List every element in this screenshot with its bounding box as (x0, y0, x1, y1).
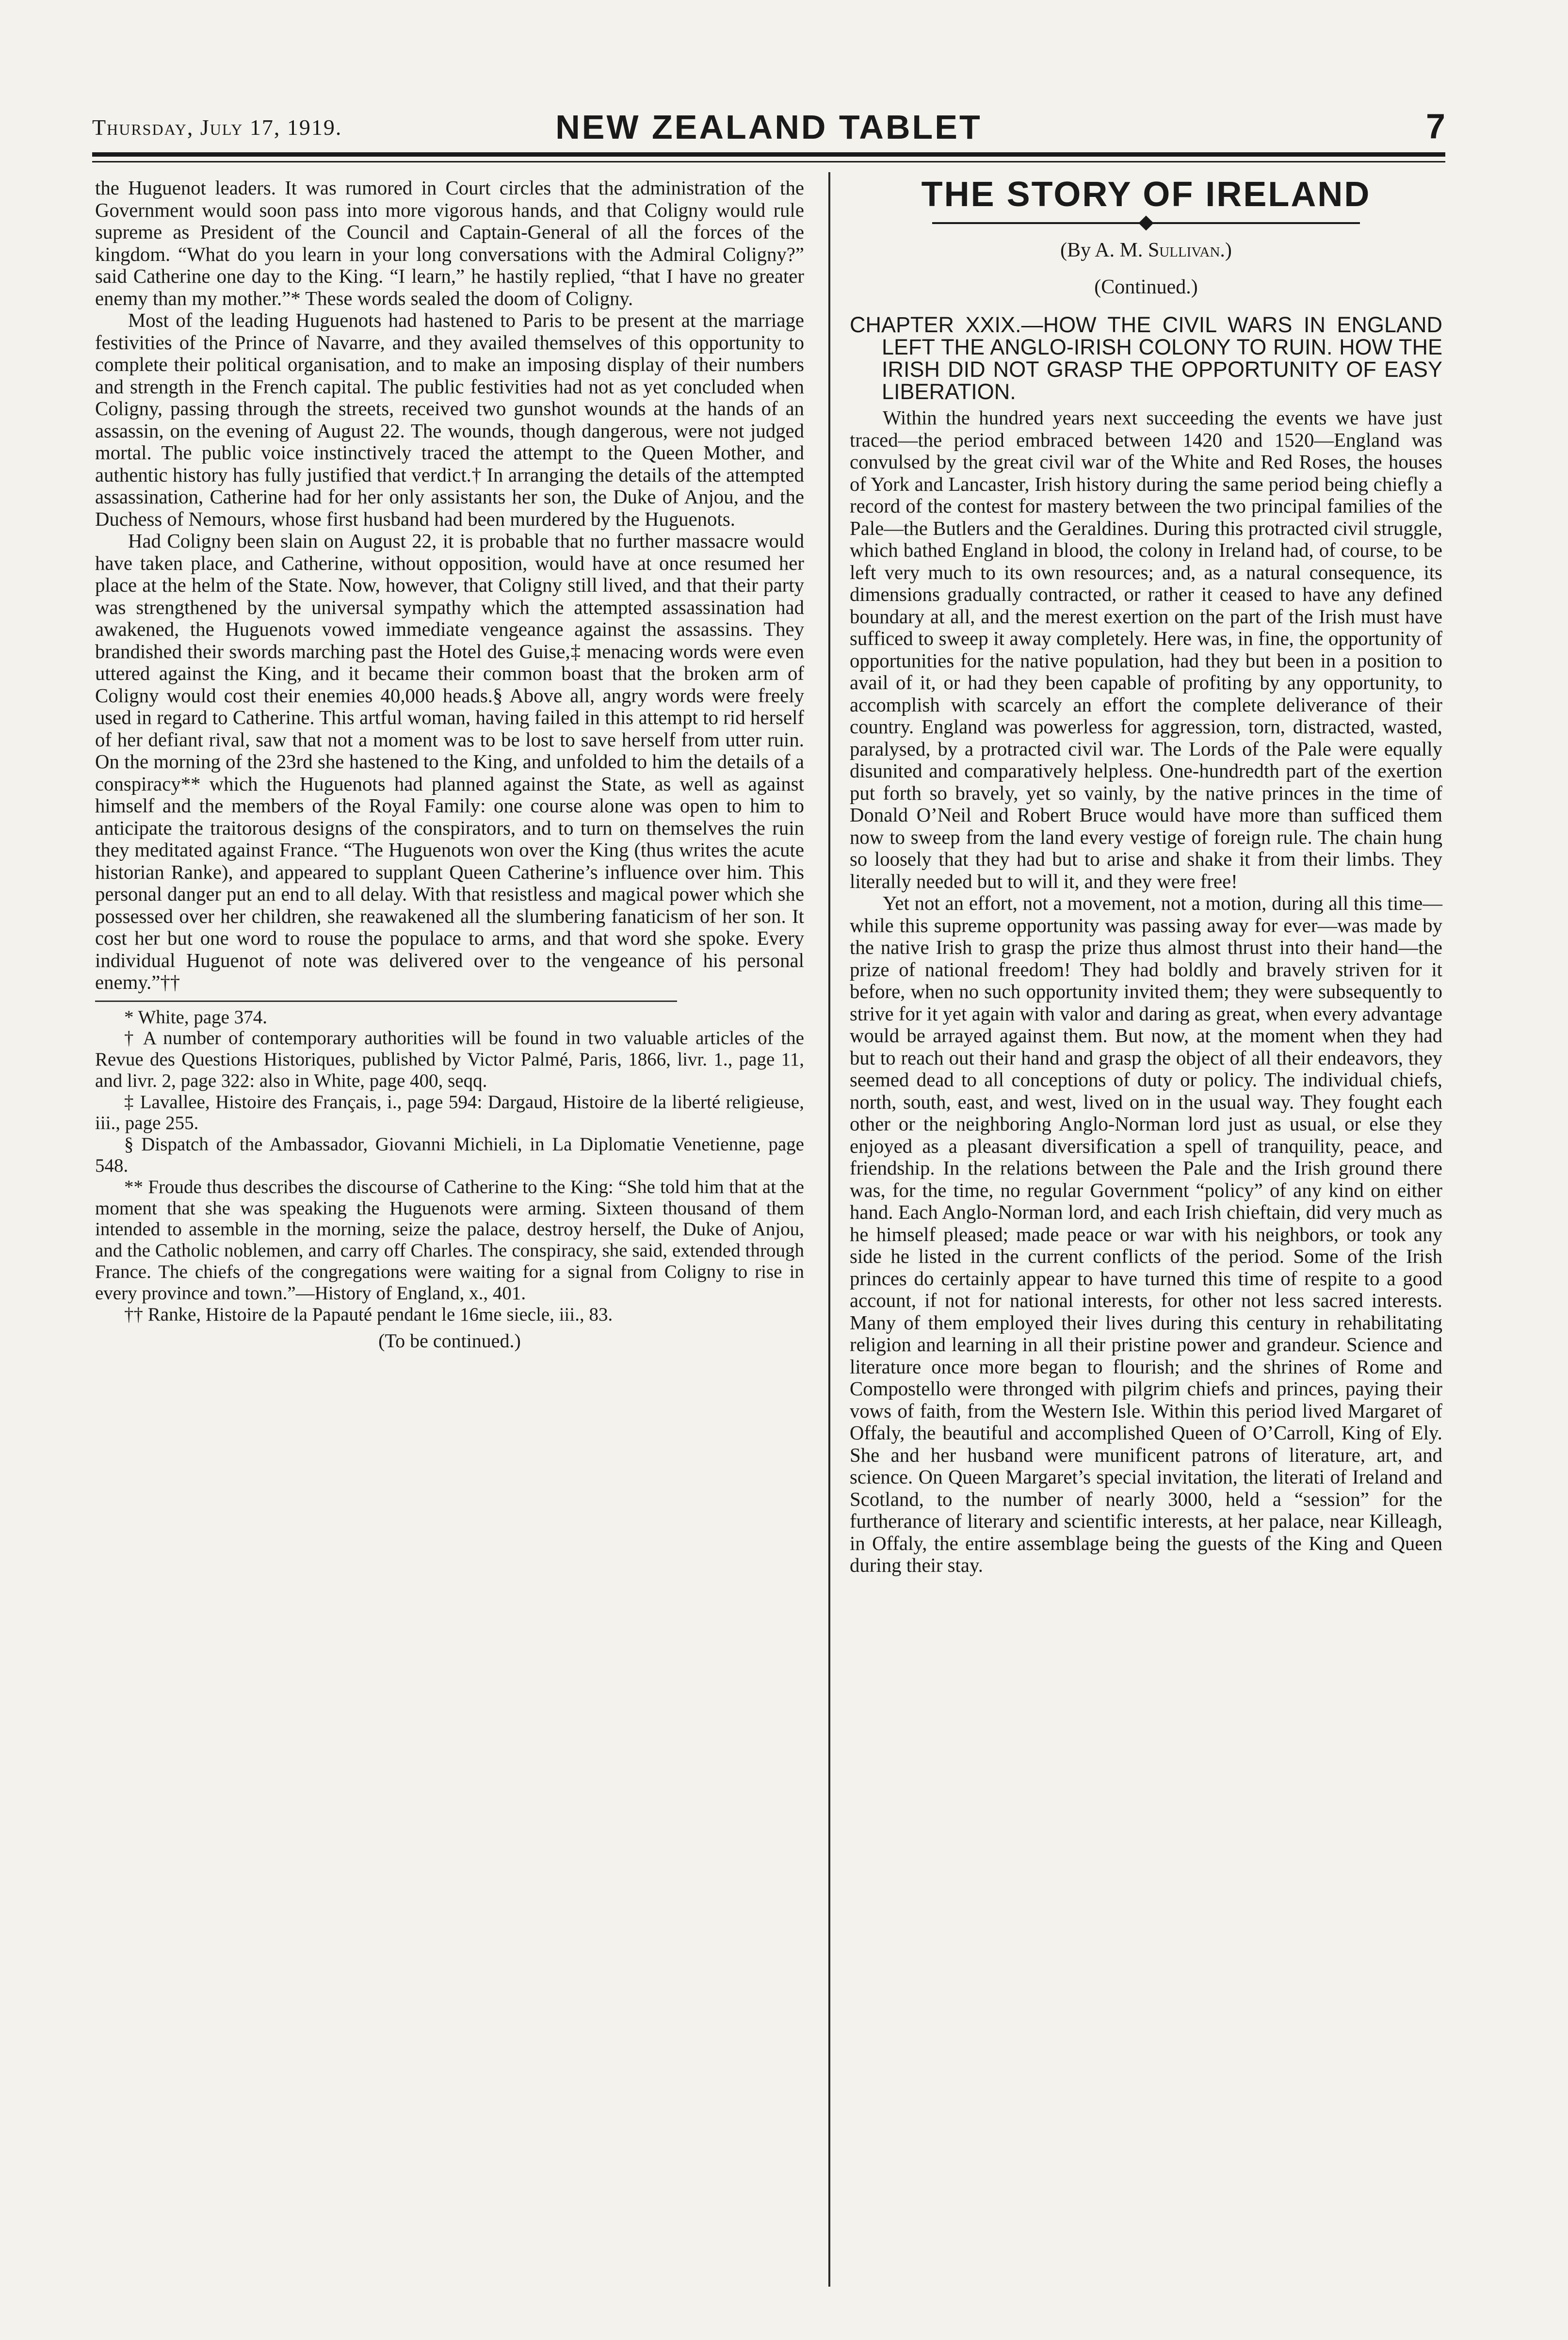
right-paragraph-1: Within the hundred years next succeeding the events we have just traced—the period embraced between 1420 and 1520—England was convulsed by the great civil war of the White and Red Roses, the houses of York and Lancaster, Irish history during the same period being chiefly a record of the contest for mastery between the two principal families of the Pale—the Butlers and the Geraldines. During this protracted civil struggle, which bathed England in blood, the colony in Ireland had, of course, to be left very much to its own resources; and, as a natural consequence, its dimensions gradually contracted, or rather it ceased to have any defined boundary at all, and the merest exertion on the part of the Irish must have sufficed to sweep it away completely. Here was, in fine, the opportunity of opportunities for the native population, had they but been in a position to avail of it, or had they been capable of profiting by any opportunity, to accomplish with scarcely an effort the complete deliverance of their country. England was powerless for aggression, torn, distracted, wasted, paralysed, by a protracted civil war. The Lords of the Pale were equally disunited and comparatively helpless. One-hundredth part of the exertion put forth so bravely, yet so vainly, by the native princes in the time of Donald O’Neil and Robert Bruce would have more than sufficed them now to sweep from the land every vestige of foreign rule. The chain hung so loosely that they had but to arise and shake it from their limbs. They literally needed but to will it, and they were free! (850, 407, 1442, 892)
footnote-1: * White, page 374. (124, 1006, 267, 1028)
footnote-6: †† Ranke, Histoire de la Papauté pendant le 16me siecle, iii., 83. (124, 1304, 613, 1325)
to-be-continued: (To be continued.) (378, 1330, 521, 1352)
byline (850, 236, 1442, 264)
right-paragraph-2: Yet not an effort, not a movement, not a motion, during all this time—while this supreme opportunity was passing away for ever—was made by the native Irish to grasp the prize thus almost thrust into their hand—the prize of national freedom! They had boldly and bravely striven for it before, when no such opportunity invited them; they were subsequently to strive for it yet again with valor and daring as great, when every advantage would be arrayed against them. But now, at the moment when they had but to reach out their hand and grasp the object of all their endeavors, they seemed dead to all conceptions of duty or policy. The individual chiefs, north, south, east, and west, lived on in the usual way. They fought each other or the neighboring Anglo-Norman lord just as usual, or else they enjoyed as a pleasant diversification a spell of tranquility, peace, and friendship. In the relations between the Pale and the Irish ground there was, for the time, no regular Government “policy” of any kind on either hand. Each Anglo-Norman lord, and each Irish chieftain, did very much as he himself pleased; made peace or war with his neighbors, or took any side he listed in the current conflicts of the period. Some of the Irish princes do certainly appear to have turned this time of respite to a good account, if not for national interests, for other not less sacred interests. Many of them employed their lives during this century in rehabilitating religion and learning in all their pristine power and grandeur. Science and literature once more began to flourish; and the shrines of Rome and Compostello were thronged with pilgrim chiefs and princes, paying their vows of faith, from the Western Isle. Within this period lived Margaret of Offaly, the beautiful and accomplished Queen of O’Carroll, King of Ely. She and her husband were munificent patrons of literature, art, and science. On Queen Margaret’s special invitation, the literati of Ireland and Scotland, to the number of nearly 3000, held a “session” for the furtherance of literary and scientific interests, at her palace, near Killeagh, in Offaly, the entire assemblage being the guests of the King and Queen during their stay. (850, 892, 1442, 1576)
page-number: 7 (1425, 107, 1445, 146)
left-column (95, 177, 804, 1352)
continued-note: (Continued.) (1094, 276, 1198, 298)
title-ornament (850, 217, 1442, 229)
story-title: THE STORY OF IRELAND (921, 175, 1371, 214)
page-header (92, 107, 1445, 148)
footnote-4: § Dispatch of the Ambassador, Giovanni Michieli, in La Diplomatie Venetienne, page 548. (95, 1134, 804, 1177)
issue-date: Thursday, July 17, 1919. (92, 115, 342, 140)
left-paragraph-3: Had Coligny been slain on August 22, it is probable that no further massacre would have taken place, and Catherine, without opposition, would have at once resumed her place at the helm of the State. Now, however, that Coligny still lived, and that their party was strengthened by the universal sympathy which the attempted assassination had awakened, the Huguenots vowed immediate vengeance against the assassins. They brandished their swords marching past the Hotel des Guise,‡ menacing words were even uttered against the King, and it became their common boast that the broken arm of Coligny would cost their enemies 40,000 heads.§ Above all, angry words were freely used in regard to Catherine. This artful woman, having failed in this attempt to rid herself of her defiant rival, saw that not a moment was to be lost to save herself from utter ruin. On the morning of the 23rd she hastened to the King, and unfolded to him the details of a conspiracy** which the Huguenots had planned against the State, as well as against himself and the members of the Royal Family: one course alone was open to him to anticipate the traitorous designs of the conspirators, and to turn on themselves the ruin they meditated against France. “The Huguenots won over the King (thus writes the acute historian Ranke), and appeared to supplant Queen Catherine’s influence over him. This personal danger put an end to all delay. With that resistless and magical power which she possessed over her children, she reawakened all the slumbering fanaticism of her son. It cost her but one word to rouse the populace to arms, and that word she spoke. Every individual Huguenot of note was delivered over to the vengeance of his personal enemy.”†† (95, 530, 804, 993)
footnote-5: ** Froude thus describes the discourse of Catherine to the King: “She told him that at the moment that she was speaking the Huguenots were arming. Sixteen thousand of them intended to assemble in the morning, seize the palace, destroy herself, the Duke of Anjou, and the Catholic noblemen, and carry off Charles. The conspiracy, she said, extended through France. The chiefs of the congregations were waiting for a signal from Coligny to rise in every province and town.”—History of England, x., 401. (95, 1176, 804, 1304)
masthead-title: NEW ZEALAND TABLET (555, 108, 982, 146)
column-divider (828, 172, 830, 2287)
footnote-2: † A number of contemporary authorities will be found in two valuable articles of the Revue des Questions Historiques, published by Victor Palmé, Paris, 1866, livr. 1., page 11, and livr. 2, page 322: also in White, page 400, seqq. (95, 1028, 804, 1091)
left-paragraph-1: the Huguenot leaders. It was rumored in Court circles that the administration of the Government would soon pass into more vigorous hands, and that Coligny would rule supreme as President of the Council and Captain-General of all the forces of the kingdom. “What do you learn in your long conversations with the Admiral Coligny?” said Catherine one day to the King. “I learn,” he hastily replied, “that I have no greater enemy than my mother.”* These words sealed the doom of Coligny. (95, 177, 804, 309)
diamond-ornament-icon (1138, 215, 1153, 230)
left-paragraph-2: Most of the leading Huguenots had hastened to Paris to be present at the marriage festivities of the Prince of Navarre, and they availed themselves of this opportunity to complete their political organisation, and to make an imposing display of their numbers and strength in the French capital. The public festivities had not as yet concluded when Coligny, passing through the streets, received two gunshot wounds at the hands of an assassin, on the evening of August 22. The wounds, though dangerous, were not judged mortal. The public voice instinctively traced the attempt to the Queen Mother, and authentic history has fully justified that verdict.† In arranging the details of the attempted assassination, Catherine had for her only assistants her son, the Duke of Anjou, and the Duchess of Nemours, whose first husband had been murdered by the Huguenots. (95, 309, 804, 530)
byline-author: Sullivan.) (1148, 239, 1232, 261)
byline-prefix: (By A. M. (1060, 239, 1143, 261)
header-rule-thick (92, 152, 1445, 157)
right-column (850, 177, 1442, 1577)
footnote-rule (95, 1001, 677, 1002)
footnote-3: ‡ Lavallee, Histoire des Français, i., page 594: Dargaud, Histoire de la liberté religieuse, iii., page 255. (95, 1091, 804, 1134)
header-rule-thin (92, 161, 1445, 162)
footnotes (95, 1007, 804, 1325)
chapter-heading: CHAPTER XXIX.—HOW THE CIVIL WARS IN ENGLAND LEFT THE ANGLO-IRISH COLONY TO RUIN. HOW THE IRISH DID NOT GRASP THE OPPORTUNITY OF EASY LIBERATION. (850, 312, 1442, 404)
